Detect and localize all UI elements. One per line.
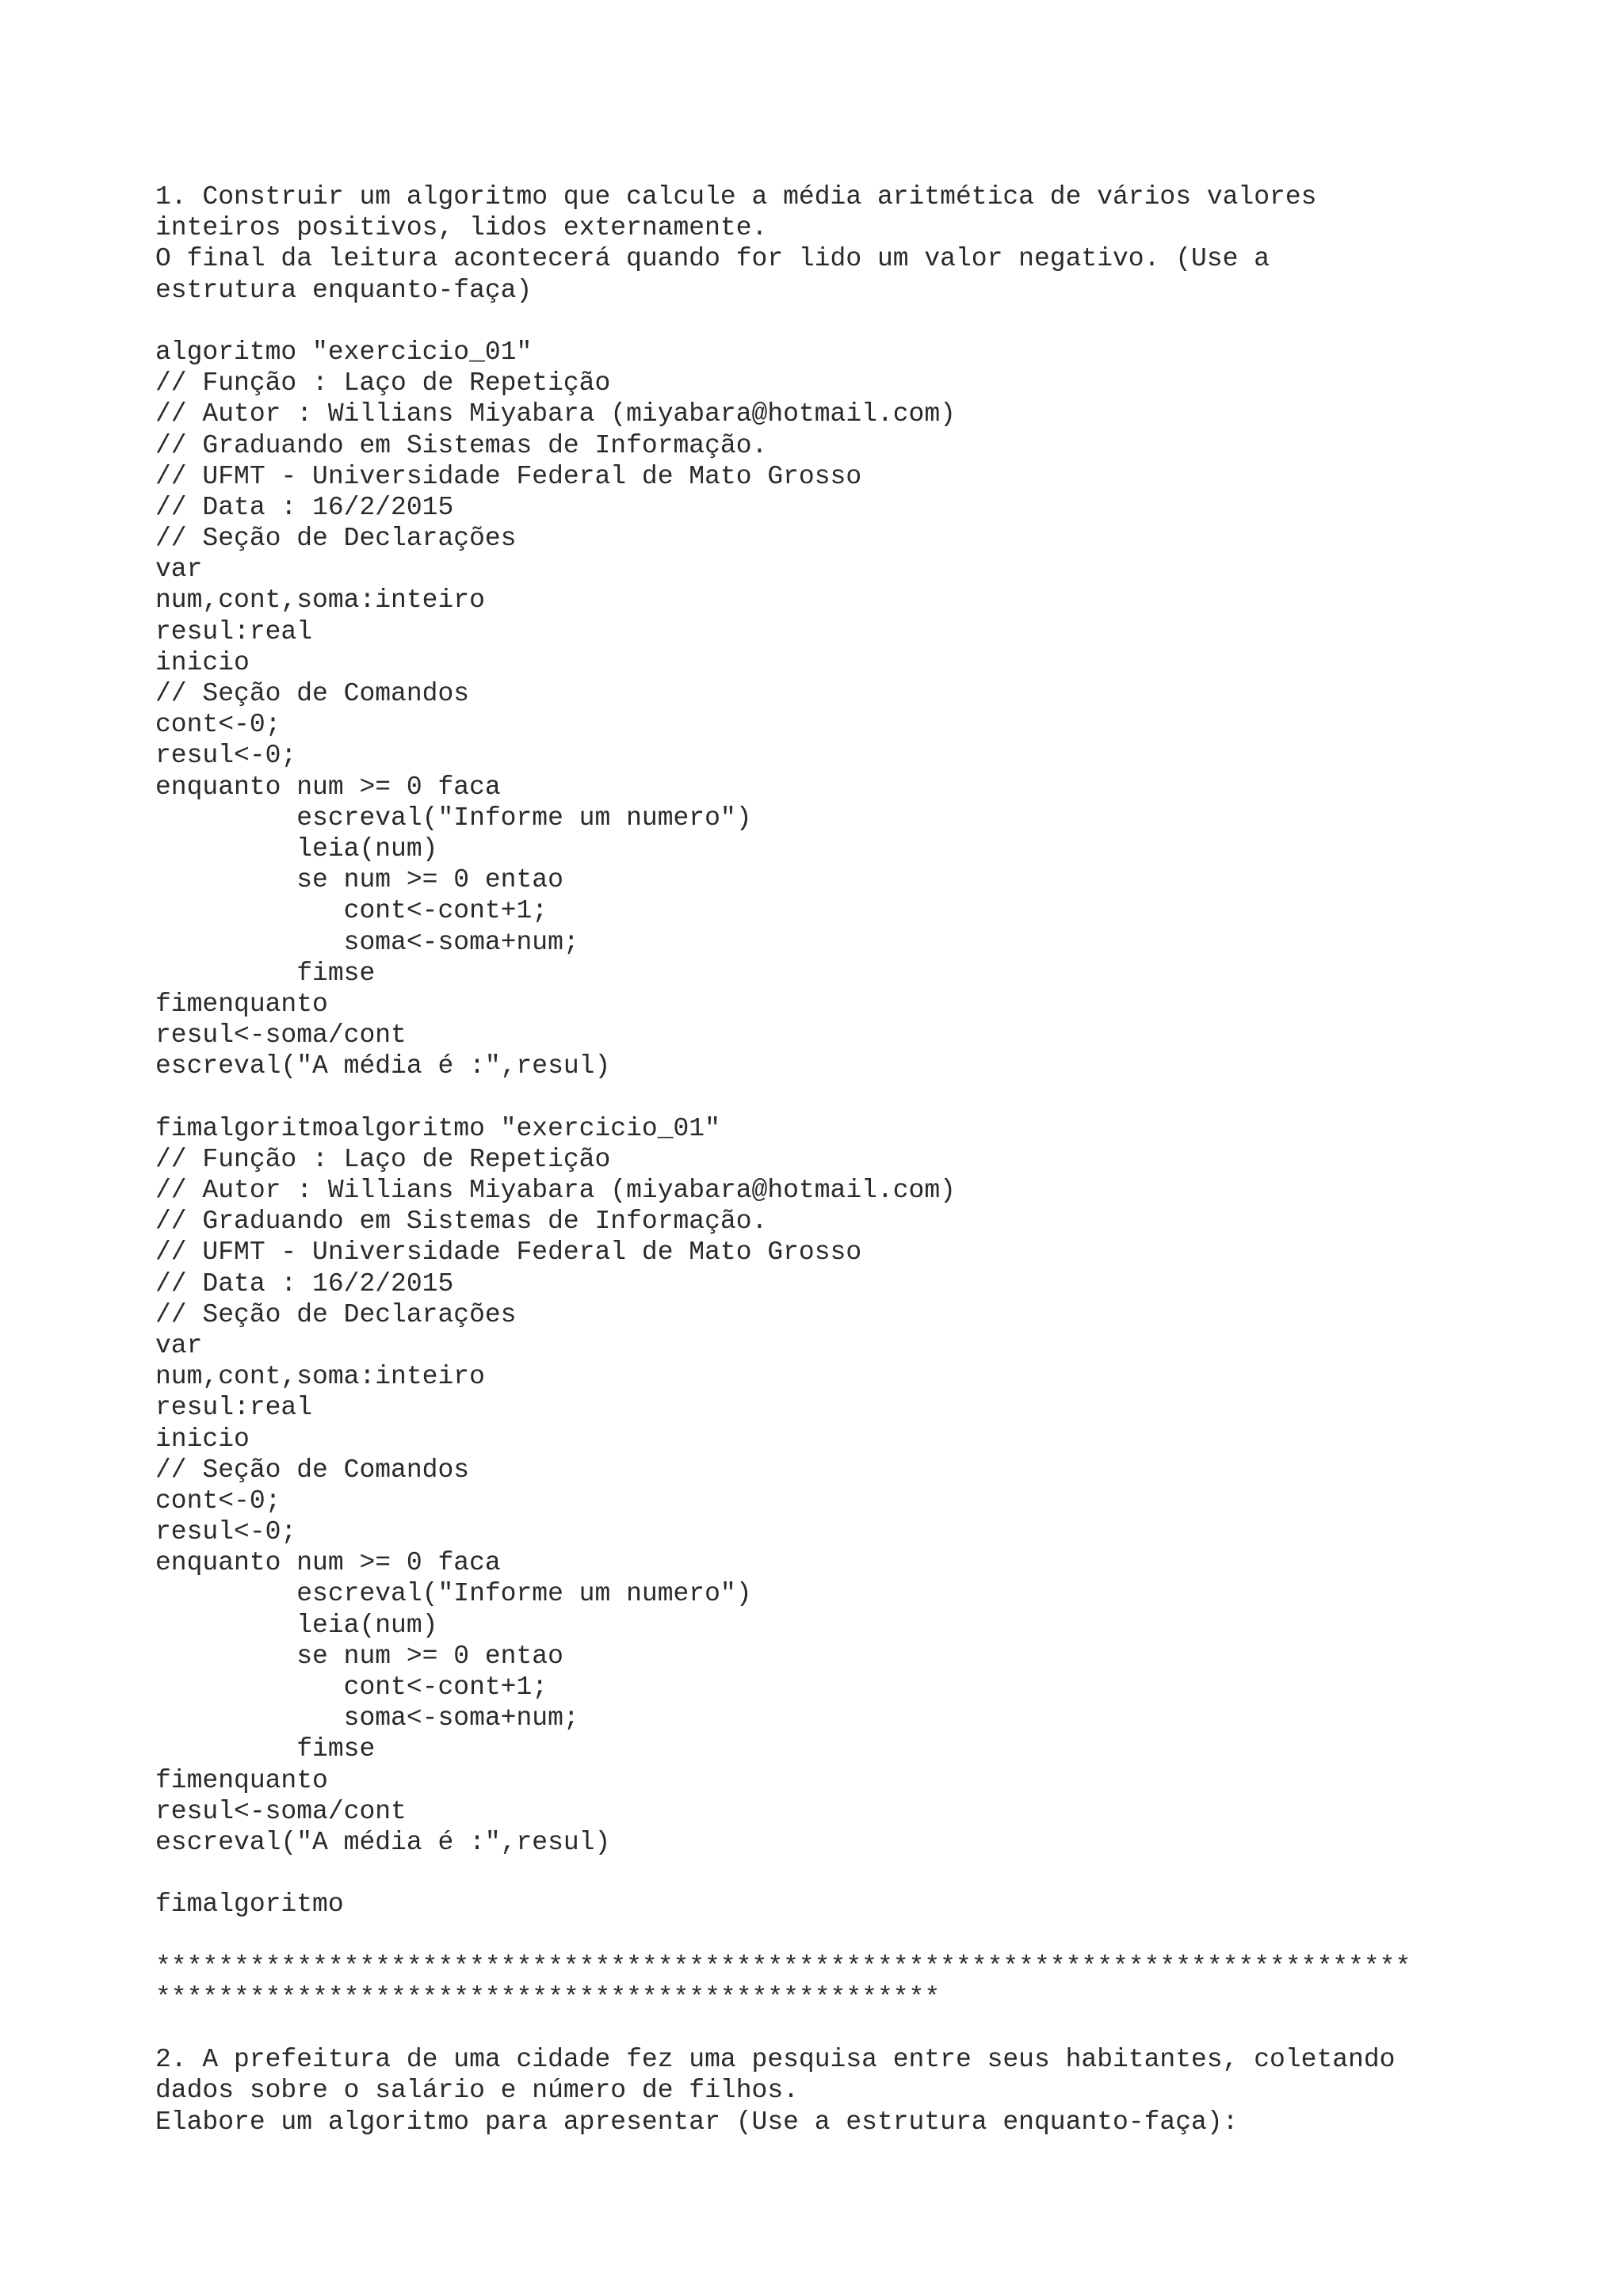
document-line: 2. A prefeitura de uma cidade fez uma pesquisa entre seus habitantes, coletando — [155, 2045, 1396, 2075]
document-line: num,cont,soma:inteiro — [155, 585, 485, 616]
document-line: // Data : 16/2/2015 — [155, 1268, 454, 1299]
document-line: // Seção de Declarações — [155, 1299, 517, 1329]
document-line: se num >= 0 entao — [155, 865, 563, 895]
document-line: fimse — [155, 1734, 376, 1764]
document-line: // Autor : Willians Miyabara (miyabara@hotmail.com) — [155, 1176, 956, 1205]
document-line — [155, 1081, 1582, 1112]
document-text — [155, 181, 1582, 2138]
document-line: cont<-0; — [155, 710, 281, 740]
document-line: escreval("Informe um numero") — [155, 1579, 752, 1609]
document-line: fimenquanto — [155, 1765, 328, 1795]
document-line: dados sobre o salário e número de filhos. — [155, 2076, 799, 2106]
document-line: leia(num) — [155, 833, 438, 864]
document-line: // Graduando em Sistemas de Informação. — [155, 1207, 768, 1237]
document-line: cont<-0; — [155, 1486, 281, 1516]
document-line: // Função : Laço de Repetição — [155, 368, 611, 399]
document-line: num,cont,soma:inteiro — [155, 1362, 485, 1392]
document-line: ************************************************** — [155, 1982, 941, 2012]
document-line — [155, 1858, 1582, 1889]
document-line: // Seção de Comandos — [155, 679, 470, 708]
document-line: resul:real — [155, 616, 313, 646]
document-line: 1. Construir um algoritmo que calcule a média aritmética de vários valores — [155, 182, 1317, 212]
document-line: // Seção de Comandos — [155, 1455, 470, 1485]
document-line: escreval("Informe um numero") — [155, 803, 752, 833]
document-line: enquanto num >= 0 faca — [155, 1548, 501, 1578]
document-line: O final da leitura acontecerá quando for lido um valor negativo. (Use a — [155, 244, 1270, 274]
document-line: cont<-cont+1; — [155, 896, 548, 926]
document-line — [155, 306, 1582, 337]
document-line: algoritmo "exercicio_01" — [155, 337, 533, 367]
document-line: // UFMT - Universidade Federal de Mato Grosso — [155, 461, 862, 491]
document-line: enquanto num >= 0 faca — [155, 772, 501, 802]
document-line: inicio — [155, 1424, 250, 1454]
document-line: resul<-soma/cont — [155, 1796, 407, 1826]
document-line: // UFMT - Universidade Federal de Mato Grosso — [155, 1238, 862, 1268]
document-line: fimenquanto — [155, 989, 328, 1019]
document-line: soma<-soma+num; — [155, 1703, 579, 1733]
document-line: fimalgoritmoalgoritmo "exercicio_01" — [155, 1113, 720, 1143]
document-line: // Graduando em Sistemas de Informação. — [155, 430, 768, 460]
document-line: resul<-0; — [155, 741, 297, 771]
document-line: escreval("A média é :",resul) — [155, 1051, 611, 1081]
document-line: fimse — [155, 958, 376, 988]
document-line: inicio — [155, 647, 250, 677]
document-line: estrutura enquanto-faça) — [155, 275, 533, 305]
document-line: resul:real — [155, 1393, 313, 1423]
document-line: var — [155, 1330, 203, 1360]
document-line — [155, 2013, 1582, 2044]
document-line: escreval("A média é :",resul) — [155, 1827, 611, 1857]
document-line — [155, 1920, 1582, 1951]
document-line: // Autor : Willians Miyabara (miyabara@hotmail.com) — [155, 399, 956, 429]
document-line: // Data : 16/2/2015 — [155, 492, 454, 522]
document-line: Elabore um algoritmo para apresentar (Use a estrutura enquanto-faça): — [155, 2107, 1239, 2137]
document-line: se num >= 0 entao — [155, 1641, 563, 1671]
document-line: fimalgoritmo — [155, 1890, 344, 1920]
document-line: leia(num) — [155, 1610, 438, 1640]
document-line: inteiros positivos, lidos externamente. — [155, 213, 768, 243]
document-line: var — [155, 555, 203, 585]
document-line: // Função : Laço de Repetição — [155, 1144, 611, 1174]
document-line: cont<-cont+1; — [155, 1672, 548, 1702]
document-line: ******************************************************************************** — [155, 1951, 1411, 1981]
document-line: resul<-0; — [155, 1517, 297, 1547]
document-line: resul<-soma/cont — [155, 1020, 407, 1051]
document-line: // Seção de Declarações — [155, 524, 517, 554]
document-line: soma<-soma+num; — [155, 927, 579, 957]
